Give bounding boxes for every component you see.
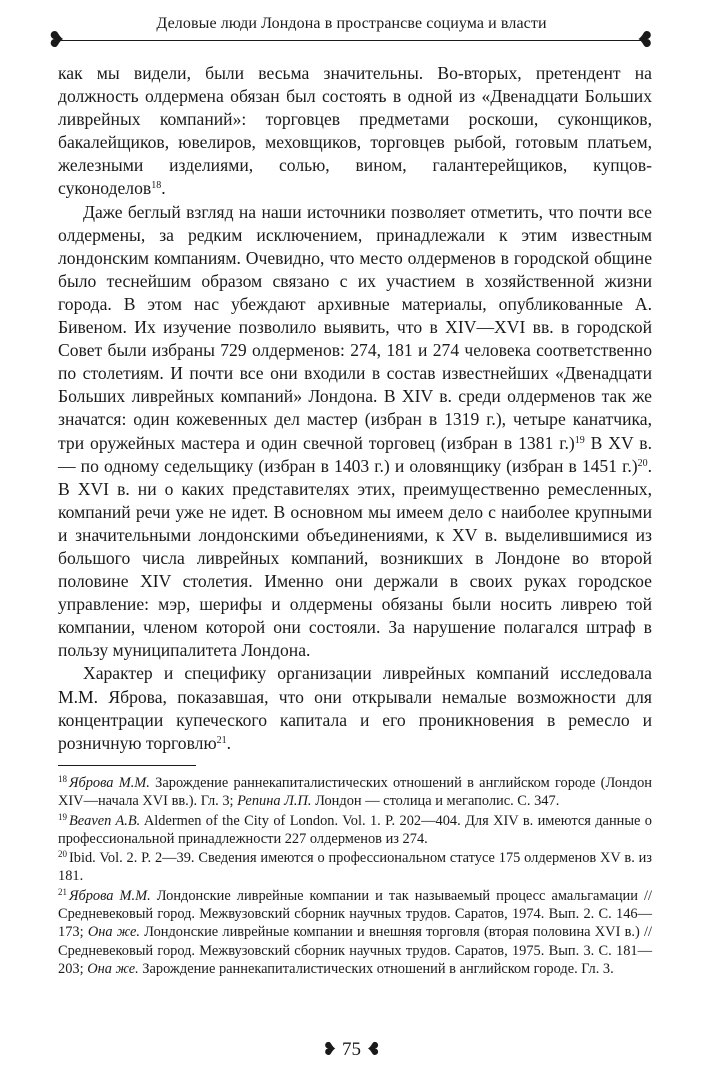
footnote-ref-21[interactable]: 21 — [216, 734, 227, 746]
footnote-ref-18[interactable]: 18 — [151, 180, 162, 192]
paragraph-3: Характер и специфику организации ливрейных компаний исследовала М.М. Яброва, показавшая, что они открывали немалые возможности для концентрации купеческого капитала и его проникновения в ремесло и розничную торговлю$^{21}$. — [58, 663, 652, 753]
body-text — [58, 62, 652, 755]
footnote-21: $^{21}$ Яброва М.М. Лондонские ливрейные компании и так называемый процесс амальгамации // Средневековый город. Межвузовский сборник научных трудов. Саратов, 1974. Вып. 2. С. 146—173; Она же. Лондонские ливрейные компании и внешняя торговля (вторая половина XVI в.) // Средневековый город. Межвузовский сборник научных трудов. Саратов, 1975. Вып. 3. С. 181—203; Она же. Зарождение раннекапиталистических отношений в английском городе. Гл. 3. — [58, 886, 653, 977]
footnote-ref-20[interactable]: 20 — [637, 457, 648, 469]
footnote-20: $^{20}$ Ibid. Vol. 2. P. 2—39. Сведения имеются о профессиональном статусе 175 олдерменов XV в. из 181. — [58, 849, 652, 885]
footnote-19: $^{19}$ Beaven A.B. Aldermen of the City of London. Vol. 1. P. 202—404. Для XIV в. имеются данные о профессиональной принадлежности 227 олдерменов из 274. — [58, 811, 652, 847]
folio-ornament-left-icon: ❥ — [322, 1039, 338, 1059]
header-rule — [58, 40, 648, 41]
ornament-left-icon: ❥ — [47, 27, 66, 52]
page-number — [0, 1038, 703, 1061]
footnote-separator — [58, 765, 196, 766]
ornament-right-icon: ❥ — [636, 27, 655, 52]
paragraph-1: как мы видели, были весьма значительны. Во-вторых, претендент на должность олдермена обязан был состоять в одной из «Двенадцати Больших ливрейных компаний»: торговцев предметами роскоши, суконщиков, бакалейщиков, ювелиров, меховщиков, торговцев рыбой, готовым платьем, железными изделиями, солью, вином, галантерейщиков, купцов-суконоделов$^{18}$. — [58, 63, 652, 199]
footnote-ref-19[interactable]: 19 — [574, 434, 585, 446]
footnote-18: $^{18}$ Яброва М.М. Зарождение раннекапиталистических отношений в английском городе (Лондон XIV—начала XVI вв.). Гл. 3; Репина Л.П. Лондон — столица и мегаполис. С. 347. — [58, 774, 652, 810]
paragraph-2: Даже беглый взгляд на наши источники позволяет отметить, что почти все олдермены, за редким исключением, принадлежали к этим известным лондонским компаниям. Очевидно, что место олдерменов в городской общине было теснейшим образом связано с их участием в хозяйственной жизни города. В этом нас убеждают архивные материалы, опубликованные А. Бивеном. Их изучение позволило выявить, что в XIV—XVI вв. в городской Совет были избраны 729 олдерменов: 274, 181 и 274 человека соответственно по столетиям. И почти все они входили в состав известнейших «Двенадцати Больших ливрейных компаний» Лондона. В XIV в. среди олдерменов так же значатся: один кожевенных дел мастер (избран в 1319 г.), четыре канатчика, три оружейных мастера и один свечной торговец (избран в 1381 г.)$^{19}$ В XV в. — по одному седельщику (избран в 1403 г.) и оловянщику (избран в 1451 г.)$^{20}$. В XVI в. ни о каких представителях этих, преимущественно ремесленных, компаний речи уже не идет. В основном мы имеем дело с наиболее крупными и значительными лондонскими объединениями, к XV в. выделившимися из большого числа ливрейных компаний, возникших в Лондоне во второй половине XIV столетия. Именно они держали в своих руках городское управление: мэр, шерифы и олдермены обязаны были носить ливрею той компании, членом которой они состояли. За нарушение полагался штраф в пользу муниципалитета Лондона. — [58, 201, 653, 661]
folio-ornament-right-icon: ❥ — [365, 1039, 381, 1059]
running-header: Деловые люди Лондона в пространсве социума и власти — [156, 15, 547, 32]
footnotes — [58, 774, 652, 979]
page-number-value: 75 — [342, 1039, 361, 1060]
